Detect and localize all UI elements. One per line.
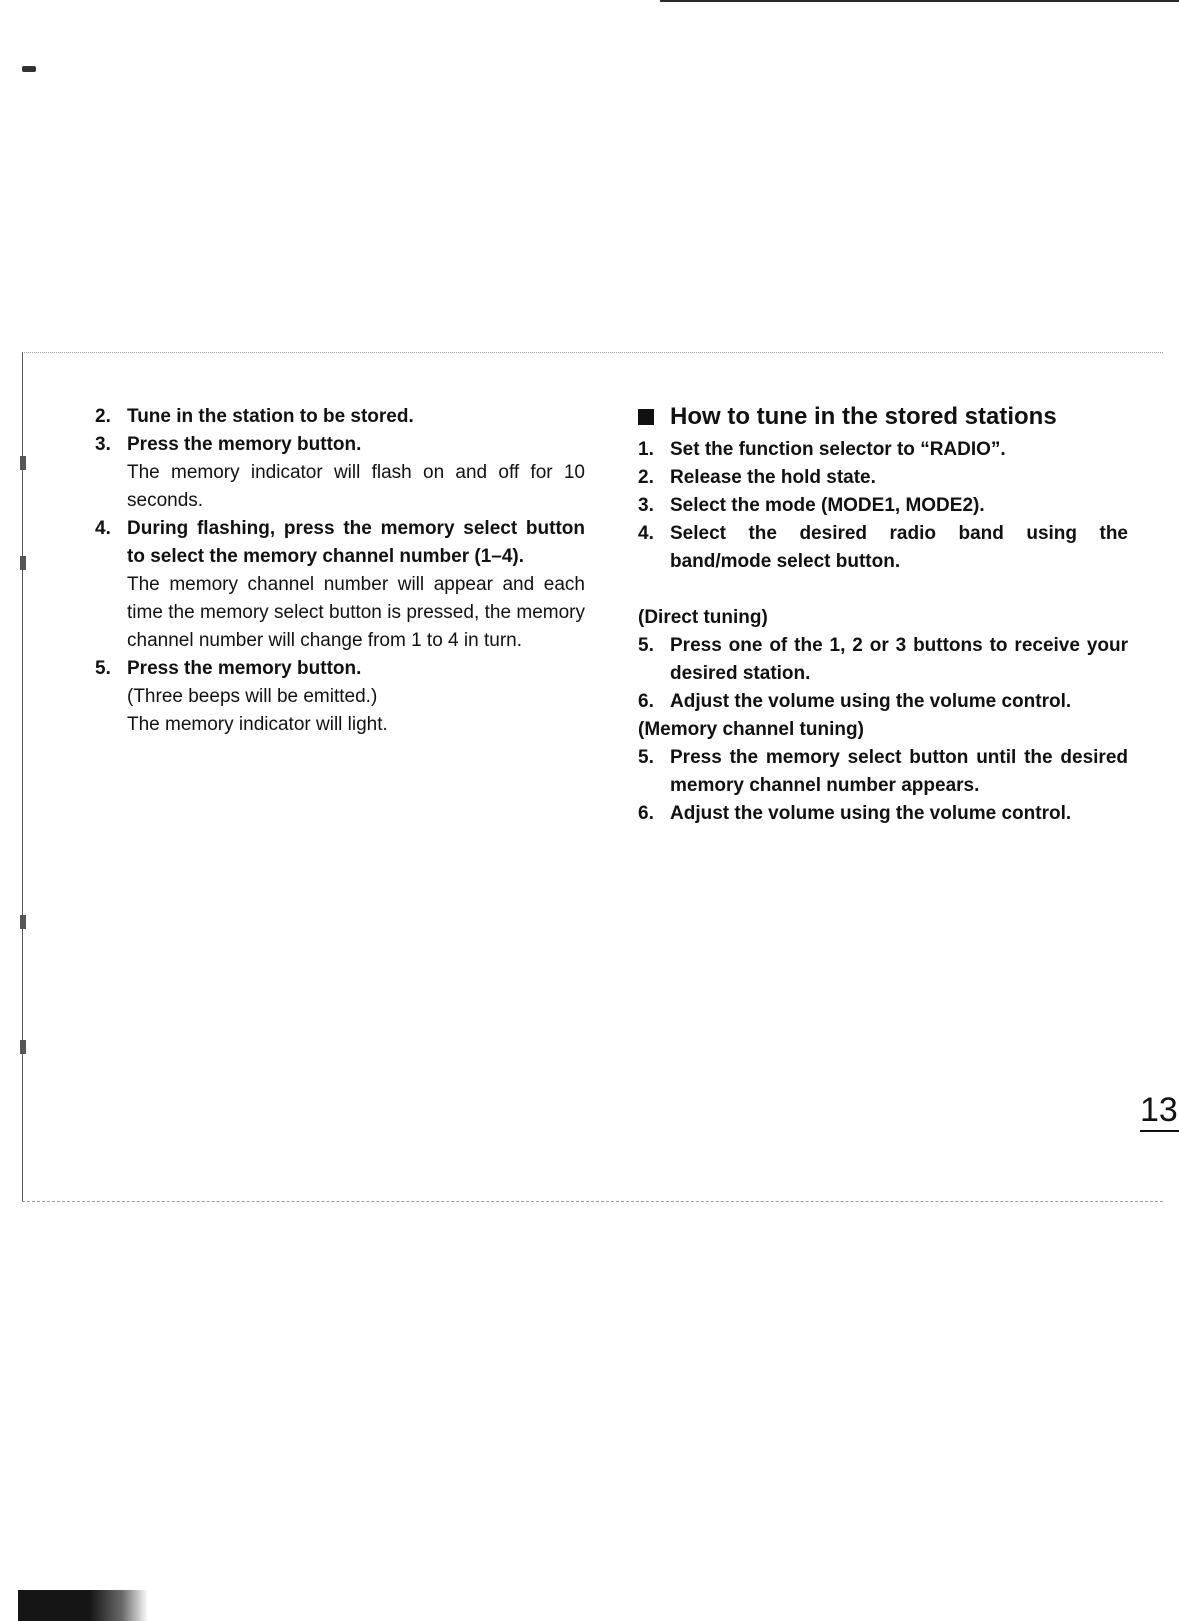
step-4-store: [95, 515, 585, 655]
step-text: Press the memory select button until the desired memory channel number appears.: [670, 747, 1128, 796]
step-number: 2.: [638, 467, 654, 488]
margin-tick: [20, 456, 26, 470]
step-text: Release the hold state.: [670, 467, 876, 488]
left-column: [95, 403, 585, 739]
step-number: 6.: [638, 691, 654, 712]
step-body: (Three beeps will be emitted.): [127, 686, 378, 707]
step-number: 3.: [95, 434, 111, 455]
step-heading: Tune in the station to be stored.: [127, 406, 414, 427]
step-2-tune: [638, 464, 1128, 492]
step-text: Select the desired radio band using the band/mode select button.: [670, 523, 1128, 572]
step-6-direct: [638, 688, 1128, 716]
step-text: Adjust the volume using the volume control.: [670, 691, 1072, 712]
margin-tick: [20, 915, 26, 929]
step-body: The memory channel number will appear and each time the memory select button is pressed, the memory channel number will change from 1 to 4 in turn.: [127, 574, 585, 651]
step-number: 2.: [95, 406, 111, 427]
step-number: 5.: [638, 747, 654, 768]
step-body: The memory indicator will flash on and off for 10 seconds.: [127, 462, 585, 511]
step-4-tune: [638, 520, 1128, 576]
direct-tuning-heading: (Direct tuning): [638, 607, 768, 628]
spacer: [638, 576, 1128, 604]
top-rule: [660, 0, 1179, 2]
step-number: 5.: [95, 658, 111, 679]
step-number: 5.: [638, 635, 654, 656]
step-number: 6.: [638, 803, 654, 824]
margin-tick: [20, 1040, 26, 1054]
margin-tick: [20, 556, 26, 570]
section-title-text: How to tune in the stored stations: [670, 403, 1057, 430]
step-body-2: The memory indicator will light.: [127, 714, 388, 735]
step-text: Set the function selector to “RADIO”.: [670, 439, 1006, 460]
step-heading: During flashing, press the memory select button to select the memory channel number (1–4).: [127, 518, 585, 567]
step-heading: Press the memory button.: [127, 434, 362, 455]
step-3-tune: [638, 492, 1128, 520]
step-text: Adjust the volume using the volume control.: [670, 803, 1072, 824]
scan-fleck: [22, 66, 36, 72]
step-5-memory: [638, 744, 1128, 800]
page-number: 13: [1140, 1092, 1179, 1132]
step-heading: Press the memory button.: [127, 658, 362, 679]
step-number: 3.: [638, 495, 654, 516]
scan-smudge: [18, 1590, 148, 1621]
step-5-direct: [638, 632, 1128, 688]
step-1-tune: [638, 436, 1128, 464]
step-2-store: [95, 403, 585, 431]
step-number: 4.: [638, 523, 654, 544]
square-bullet-icon: [638, 409, 654, 425]
step-number: 1.: [638, 439, 654, 460]
step-5-store: [95, 655, 585, 739]
step-text: Select the mode (MODE1, MODE2).: [670, 495, 985, 516]
step-text: Press one of the 1, 2 or 3 buttons to receive your desired station.: [670, 635, 1128, 684]
right-column: [638, 402, 1128, 828]
section-title: [638, 402, 1128, 432]
step-6-memory: [638, 800, 1128, 828]
step-number: 4.: [95, 518, 111, 539]
step-3-store: [95, 431, 585, 515]
memory-tuning-heading: (Memory channel tuning): [638, 719, 864, 740]
